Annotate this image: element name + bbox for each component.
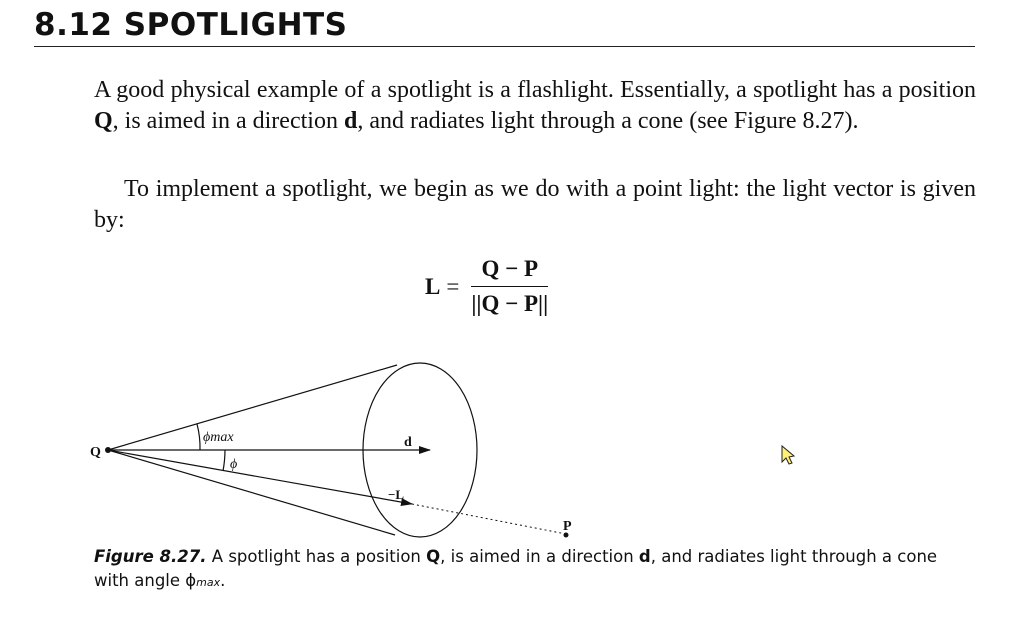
caption-text: .	[220, 571, 226, 590]
label-Q: Q	[90, 445, 101, 460]
paragraph-1-d: d	[343, 108, 358, 134]
caption-phi: ϕ	[185, 571, 197, 590]
equation-denominator: ||Q − P||	[471, 291, 549, 316]
label-negL: −L	[388, 487, 405, 502]
phi-arc	[223, 450, 225, 471]
caption-text: A spotlight has a position	[206, 547, 427, 566]
equation-lhs: L	[425, 273, 441, 299]
equation-equals: =	[446, 273, 460, 299]
paragraph-1-Q: Q	[94, 108, 113, 134]
negL-dotted-extension	[412, 504, 566, 534]
section-title: SPOTLIGHTS	[123, 7, 348, 43]
caption-text: , is aimed in a direction	[440, 547, 639, 566]
label-d: d	[404, 435, 412, 450]
cone-edge-top	[108, 365, 397, 450]
phi-max-arc	[197, 424, 200, 450]
caption-text: , and radiates light through a cone with angle	[94, 547, 938, 590]
cone-edge-bottom	[108, 450, 395, 535]
mouse-pointer-icon	[782, 446, 794, 464]
label-phi-max: ϕmax	[203, 430, 234, 445]
figure-label: Figure 8.27.	[94, 547, 207, 566]
figure-caption	[94, 545, 974, 595]
caption-phi-subscript: max	[196, 576, 221, 589]
caption-d: d	[638, 547, 651, 566]
paragraph-1-text: , and radiates light through a cone (see Figure 8.27).	[357, 108, 859, 134]
paragraph-1-text: , is aimed in a direction	[112, 108, 344, 134]
paragraph-1-text: A good physical example of a spotlight is a flashlight. Essentially, a spotlight has a position	[94, 77, 976, 103]
section-number: 8.12	[34, 7, 113, 43]
paragraph-2: To implement a spotlight, we begin as we do with a point light: the light vector is given by:	[94, 176, 976, 233]
equation-numerator: Q − P	[471, 256, 548, 287]
label-P: P	[563, 519, 572, 534]
point-Q	[105, 447, 111, 453]
caption-Q: Q	[426, 547, 441, 566]
negL-arrow	[108, 450, 412, 504]
label-phi: ϕ	[230, 457, 238, 472]
